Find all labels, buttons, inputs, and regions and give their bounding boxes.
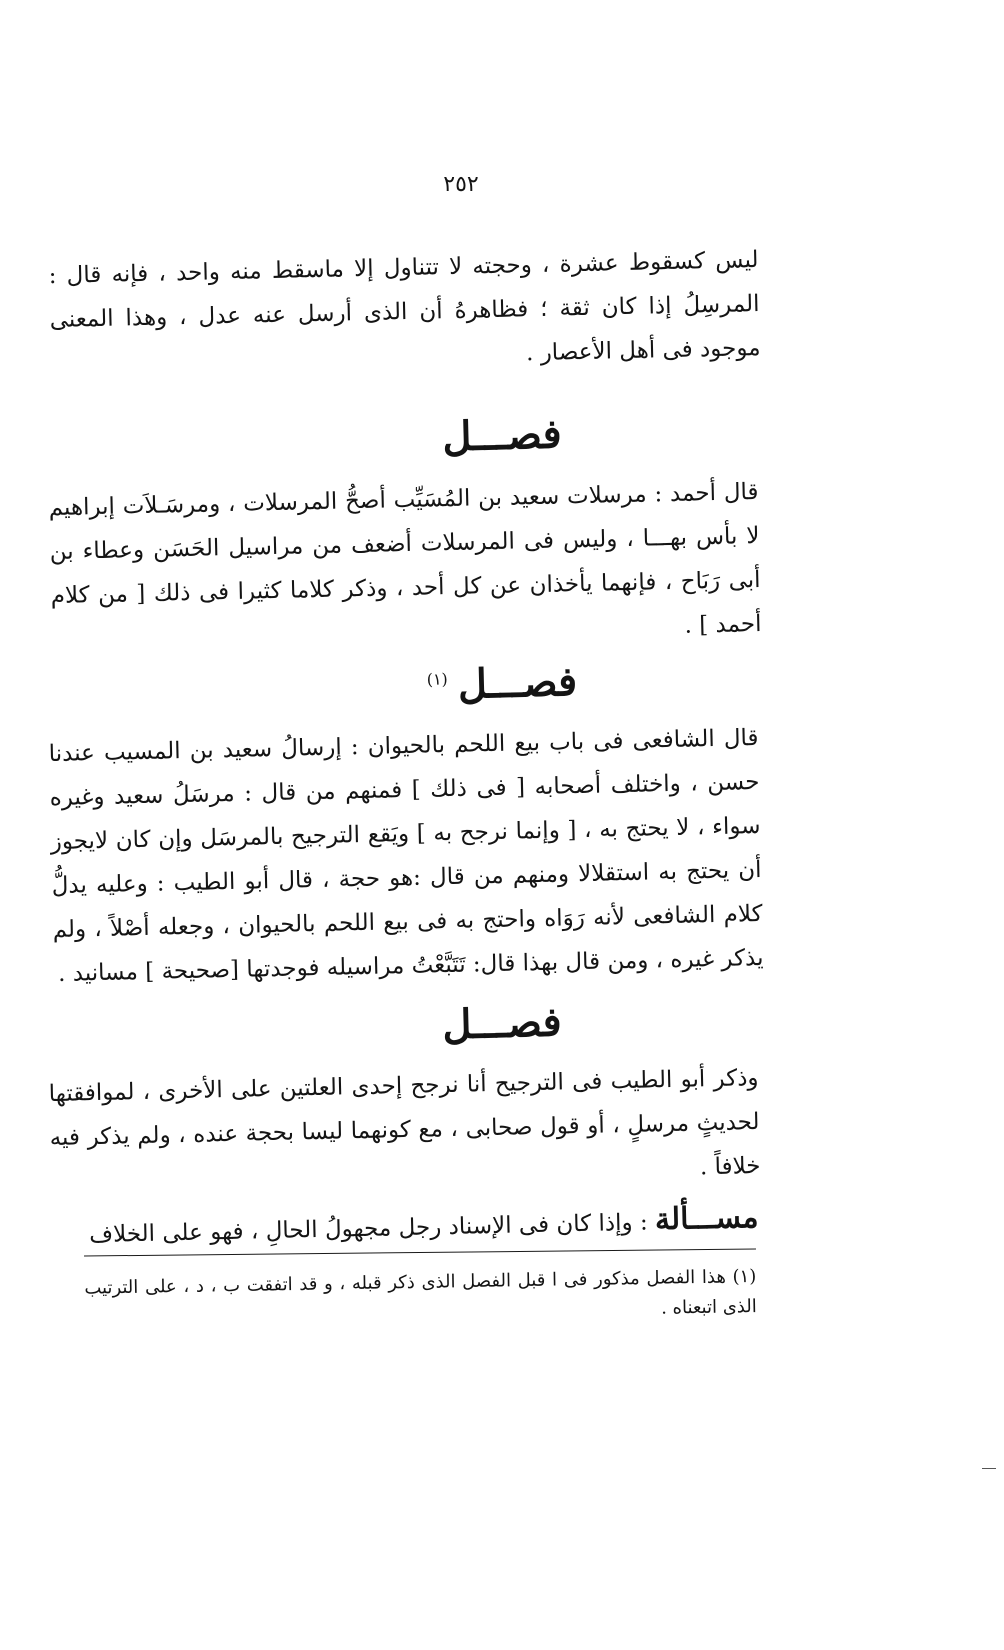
section-heading-3-text: فصـــل	[441, 998, 563, 1049]
footnotes	[84, 1262, 757, 1334]
section-1-paragraph	[48, 470, 762, 662]
edge-mark	[982, 1468, 996, 1469]
intro-text: ليس كسقوط عشرة ، وحجته لا تتناول إلا ماسقط منه واحد ، فإنه قال : المرسِلُ إذا كان ثقة ؛ فظاهرهُ أن الذى أرسل عنه عدل ، وهذا المعنى موجود فى أهل الأعصار .	[48, 246, 761, 367]
section-heading-2-text: فصـــل	[457, 658, 578, 709]
section-2-paragraph	[48, 716, 764, 996]
section-3-text: وذكر أبو الطيب فى الترجيح أنا نرجح إحدى العلتين على الأخرى ، لموافقتها لحديثٍ مرسلٍ ، أو قول صحابى ، مع كونهما ليسا بحجة عنده ، ولم يذكر فيه خلافاً .	[48, 1064, 761, 1181]
section-heading-1	[0, 399, 1004, 472]
intro-paragraph	[48, 238, 761, 386]
section-heading-3	[0, 987, 1004, 1060]
page-number: ٢٥٢	[443, 172, 479, 197]
section-heading-1-text: فصـــل	[441, 410, 563, 461]
masala-label: مســـألة	[654, 1199, 759, 1238]
masala-text: : وإذا كان فى الإسناد رجل مجهولُ الحالِ ، فهو على الخلاف	[88, 1209, 648, 1249]
section-2-text: قال الشافعى فى باب بيع اللحم بالحيوان : إرسالُ سعيد بن المسيب عندنا حسن ، واختلف أصحابه [ فى ذلك ] فمنهم من قال : مرسَلُ سعيد وغيره سواء ، لا يحتج به ، [ وإنما نرجح به ] ويَقع الترجيح بالمرسَل وإن كان لايجوز أن يحتج به استقلالا ومنهم من قال :هو حجة ، قال أبو الطيب : وعليه يدلُّ كلام الشافعى لأنه رَوَاه واحتج به فى بيع اللحم بالحيوان ، وجعله أصْلاً ، ولم يذكر غيره ، ومن قال بهذا قال: تَتَبَّعْتُ مراسيله فوجدتها [صحيحة ] مسانيد .	[48, 724, 764, 987]
footnote-1: (١) هذا الفصل مذكور فى ا قبل الفصل الذى ذكر قبله ، و قد اتفقت ب ، د ، على الترتيب الذى اتبعناه .	[84, 1265, 757, 1319]
footnote-marker: (١)	[426, 669, 449, 689]
section-3-paragraph	[48, 1056, 761, 1204]
section-1-text: قال أحمد : مرسلات سعيد بن المُسَيِّب أصحُّ المرسلات ، ومرسَـلاَت إبراهيم لا بأس بهـــا ، وليس فى المرسلات أضعف من مراسيل الحَسَن وعطاء بن أبى رَبَاح ، فإنهما يأخذان عن كل أحد ، وذكر كلاما كثيرا فى ذلك [ من كلام أحمد ] .	[48, 478, 762, 639]
